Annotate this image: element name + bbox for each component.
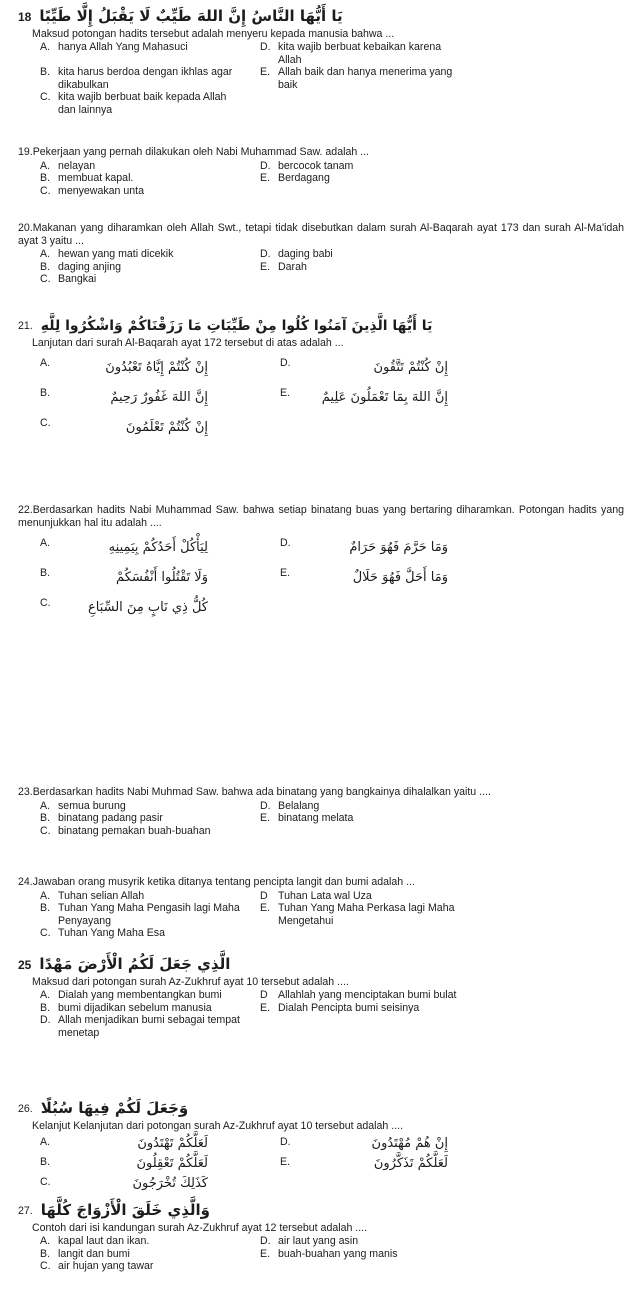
option-letter: B. xyxy=(40,260,51,273)
option-letter: C. xyxy=(40,417,51,430)
option-text: لَعَلَّكُمْ تَذَكَّرُونَ xyxy=(373,1156,448,1172)
option-text: bumi dijadikan sebelum manusia xyxy=(58,1001,212,1014)
options-list xyxy=(40,1136,624,1193)
question-24 xyxy=(18,876,624,940)
options-list xyxy=(40,357,624,439)
options-list xyxy=(40,989,624,1039)
option-letter: A. xyxy=(40,159,51,172)
question-text: 20.Makanan yang diharamkan oleh Allah Swt., tetapi tidak disebutkan dalam surah Al-Baqarah ayat 173 dan surah Al-Ma'idah ayat 3 yaitu ... xyxy=(18,222,624,247)
option-e[interactable] xyxy=(280,1156,580,1173)
options-list xyxy=(40,248,624,286)
option-text: Tuhan Yang Maha Perkasa lagi Maha Mengetahui xyxy=(278,902,455,927)
option-letter: B. xyxy=(40,172,51,184)
question-number: 25 xyxy=(18,957,32,972)
option-letter: B. xyxy=(40,1001,51,1014)
option-e[interactable] xyxy=(260,902,460,927)
question-20 xyxy=(18,222,624,286)
option-c[interactable] xyxy=(40,273,240,286)
option-a[interactable] xyxy=(40,357,280,379)
option-letter: C. xyxy=(40,91,51,104)
option-letter: E. xyxy=(260,66,271,79)
question-text: Maksud potongan hadits tersebut adalah menyeru kepada manusia bahwa ... xyxy=(32,27,395,40)
option-text: Dialah yang membentangkan bumi xyxy=(58,989,222,1002)
option-a[interactable] xyxy=(40,890,240,903)
question-21-header xyxy=(18,318,624,335)
option-text: إِنْ هُمْ مُهْتَدُونَ xyxy=(371,1136,448,1152)
option-d[interactable] xyxy=(260,41,460,66)
option-letter: E. xyxy=(260,812,271,824)
option-d[interactable] xyxy=(260,160,460,173)
option-letter: E. xyxy=(260,902,271,914)
option-a[interactable] xyxy=(40,248,240,261)
question-23 xyxy=(18,786,624,837)
option-letter: A. xyxy=(40,1136,51,1149)
option-letter: B. xyxy=(40,1156,51,1169)
option-text: إِنْ كُنْتُمْ إِيَّاهُ تَعْبُدُونَ xyxy=(105,360,208,376)
option-letter: A. xyxy=(40,357,51,370)
option-letter: A. xyxy=(40,248,51,260)
question-text: 24.Jawaban orang musyrik ketika ditanya tentang pencipta langit dan bumi adalah ... xyxy=(18,876,415,888)
option-letter: B. xyxy=(40,812,51,824)
option-c[interactable] xyxy=(40,1260,240,1273)
option-letter: A. xyxy=(40,889,51,902)
option-e[interactable] xyxy=(260,261,460,274)
option-letter: E. xyxy=(260,1247,271,1260)
option-d[interactable] xyxy=(260,248,460,261)
option-c[interactable] xyxy=(40,927,240,940)
option-d-second[interactable] xyxy=(40,1014,240,1039)
option-text: Tuhan selian Allah xyxy=(58,889,145,902)
option-b[interactable] xyxy=(40,261,240,274)
question-27 xyxy=(18,1202,624,1273)
option-a[interactable] xyxy=(40,1235,240,1248)
option-text: Bangkai xyxy=(58,273,97,285)
option-letter: D. xyxy=(260,1235,271,1248)
option-letter: C. xyxy=(40,597,51,610)
option-text: Tuhan Yang Maha Esa xyxy=(58,927,165,939)
option-a[interactable] xyxy=(40,1136,280,1153)
option-e[interactable] xyxy=(280,567,580,589)
option-b[interactable] xyxy=(40,812,240,825)
option-text: Berdagang xyxy=(278,172,330,184)
option-letter: E. xyxy=(280,1156,291,1169)
option-text: Dialah Pencipta bumi seisinya xyxy=(278,1001,420,1014)
question-text: 19.Pekerjaan yang pernah dilakukan oleh Nabi Muhammad Saw. adalah ... xyxy=(18,146,369,158)
option-d[interactable] xyxy=(260,989,460,1002)
options-list xyxy=(40,537,624,619)
question-27-header xyxy=(18,1202,624,1220)
arabic-verse-text: وَجَعَلَ لَكُمْ فِيهَا سُبُلًا xyxy=(40,1099,189,1117)
option-letter: C. xyxy=(40,273,51,285)
option-text: hewan yang mati dicekik xyxy=(58,248,174,260)
option-e[interactable] xyxy=(280,387,580,409)
question-22 xyxy=(18,504,624,619)
option-d[interactable] xyxy=(280,537,580,559)
arabic-hadith-text: يَا أَيُّهَا النَّاسُ إِنَّ اللهَ طَيِّبٌ لَا يَقْبَلُ إِلَّا طَيِّبًا xyxy=(39,7,343,25)
option-text: Allahlah yang menciptakan bumi bulat xyxy=(278,989,457,1002)
question-number: 26. xyxy=(18,1102,33,1115)
question-26 xyxy=(18,1100,624,1193)
question-text: 23.Berdasarkan hadits Nabi Muhmad Saw. bahwa ada binatang yang bangkainya dihalalkan yaitu .... xyxy=(18,786,491,798)
option-text: وَلَا تَقْتُلُوا أَنْفُسَكُمْ xyxy=(116,570,208,586)
option-text: Allah menjadikan bumi sebagai tempat menetap xyxy=(58,1014,240,1039)
option-e[interactable] xyxy=(260,812,460,825)
option-letter: C. xyxy=(40,927,51,939)
question-26-header xyxy=(18,1100,624,1118)
option-letter: D xyxy=(260,889,268,902)
arabic-verse-text: يَا أَيُّهَا الَّذِينَ آمَنُوا كُلُوا مِنْ طَيِّبَاتِ مَا رَزَقْنَاكُمْ وَاشْكُرُوا لِلَّهِ xyxy=(40,318,433,334)
option-d[interactable] xyxy=(280,1136,580,1153)
option-text: semua burung xyxy=(58,799,126,812)
option-b[interactable] xyxy=(40,902,240,927)
option-letter: B. xyxy=(40,387,51,400)
option-text: Darah xyxy=(278,260,307,273)
option-text: kapal laut dan ikan. xyxy=(58,1235,150,1248)
option-d[interactable] xyxy=(260,1235,460,1248)
option-d[interactable] xyxy=(280,357,580,379)
option-e[interactable] xyxy=(260,1002,460,1015)
option-text: air hujan yang tawar xyxy=(58,1260,154,1273)
option-text: kita wajib berbuat kebaikan karena Allah xyxy=(278,41,442,66)
question-text: Lanjutan dari surah Al-Baqarah ayat 172 tersebut di atas adalah ... xyxy=(32,336,344,349)
options-list xyxy=(40,890,624,940)
option-e[interactable] xyxy=(260,172,460,185)
option-a[interactable] xyxy=(40,41,240,66)
option-letter: D. xyxy=(260,159,271,172)
option-letter: A. xyxy=(40,1235,51,1248)
option-letter: C. xyxy=(40,1260,51,1273)
option-letter: E. xyxy=(260,260,271,273)
option-text: bercocok tanam xyxy=(278,159,354,172)
option-letter: D. xyxy=(260,799,271,812)
option-letter: A. xyxy=(40,799,51,812)
option-text: وَمَا حَرَّمَ فَهُوَ حَرَامٌ xyxy=(349,540,448,555)
question-25-header xyxy=(18,956,624,974)
option-b[interactable] xyxy=(40,1156,280,1173)
option-a[interactable] xyxy=(40,800,240,813)
option-letter: B. xyxy=(40,66,51,79)
option-letter: B. xyxy=(40,902,51,914)
question-text: Kelanjut Kelanjutan dari potongan surah Az-Zukhruf ayat 10 tersebut adalah .... xyxy=(32,1119,404,1132)
question-text: Maksud dari potongan surah Az-Zukhruf ayat 10 tersebut adalah .... xyxy=(32,975,349,988)
option-e[interactable] xyxy=(260,1248,460,1261)
options-list xyxy=(40,41,624,116)
option-c[interactable] xyxy=(40,825,240,838)
question-25 xyxy=(18,956,624,1039)
option-text: binatang melata xyxy=(278,812,354,824)
question-18 xyxy=(18,8,624,116)
option-letter: A. xyxy=(40,537,51,549)
option-b[interactable] xyxy=(40,567,280,589)
arabic-verse-text: الَّذِي جَعَلَ لَكُمُ الْأَرْضَ مَهْدًا xyxy=(39,955,231,973)
options-list xyxy=(40,1235,624,1273)
option-letter: D. xyxy=(280,357,291,370)
option-b[interactable] xyxy=(40,66,240,91)
option-text: daging babi xyxy=(278,248,333,260)
option-text: كُلُّ ذِي نَابٍ مِنَ السِّبَاعِ xyxy=(87,600,208,616)
option-b[interactable] xyxy=(40,1002,240,1015)
option-text: membuat kapal. xyxy=(58,172,134,184)
option-letter: C. xyxy=(40,824,51,837)
option-letter: E. xyxy=(280,387,291,400)
option-text: إِنَّ اللهَ بِمَا تَعْمَلُونَ عَلِيمٌ xyxy=(321,390,448,406)
option-text: إِنْ كُنْتُمْ تَتَّقُونَ xyxy=(373,360,448,376)
option-letter: C. xyxy=(40,184,51,197)
option-c[interactable] xyxy=(40,1176,280,1193)
option-letter: D. xyxy=(260,41,271,54)
option-letter: C. xyxy=(40,1175,51,1188)
option-text: hanya Allah Yang Mahasuci xyxy=(58,41,188,54)
option-text: air laut yang asin xyxy=(278,1235,359,1248)
option-text: binatang padang pasir xyxy=(58,812,163,824)
option-e[interactable] xyxy=(260,66,460,91)
option-letter: B. xyxy=(40,1247,51,1260)
option-a[interactable] xyxy=(40,160,240,173)
question-text: 22.Berdasarkan hadits Nabi Muhammad Saw. bahwa setiap binatang buas yang bertaring diharamkan. Potongan hadits yang menunjukkan hal itu adalah .... xyxy=(18,504,624,529)
option-letter: E. xyxy=(280,567,291,580)
option-letter: D xyxy=(260,989,268,1002)
option-a[interactable] xyxy=(40,989,240,1002)
option-text: لَعَلَّكُمْ تَهْتَدُونَ xyxy=(137,1136,208,1152)
option-b[interactable] xyxy=(40,387,280,409)
option-c[interactable] xyxy=(40,185,240,198)
option-text: Tuhan Yang Maha Pengasih lagi Maha Penyayang xyxy=(58,902,240,927)
question-number: 27. xyxy=(18,1204,33,1217)
option-c[interactable] xyxy=(40,597,280,619)
option-text: Allah baik dan hanya menerima yang baik xyxy=(278,66,453,91)
option-letter: D. xyxy=(280,1136,291,1149)
question-number: 18 xyxy=(18,9,32,24)
option-letter: E. xyxy=(260,1001,271,1014)
option-text: كَذَلِكَ تُخْرَجُونَ xyxy=(132,1175,208,1191)
option-text: إِنْ كُنْتُمْ تَعْلَمُونَ xyxy=(125,420,208,436)
arabic-verse-text: وَالَّذِي خَلَقَ الْأَزْوَاجَ كُلَّهَا xyxy=(40,1201,210,1219)
option-text: لَعَلَّكُمْ تَعْقِلُونَ xyxy=(136,1156,208,1172)
options-list xyxy=(40,800,624,838)
option-b[interactable] xyxy=(40,1248,240,1261)
question-19 xyxy=(18,146,624,197)
option-text: buah-buahan yang manis xyxy=(278,1247,398,1260)
option-text: Tuhan Lata wal Uza xyxy=(278,889,372,902)
question-text: Contoh dari isi kandungan surah Az-Zukhruf ayat 12 tersebut adalah .... xyxy=(32,1221,368,1234)
option-text: Belalang xyxy=(278,799,320,812)
options-list xyxy=(40,160,624,198)
option-a[interactable] xyxy=(40,537,280,559)
option-d[interactable] xyxy=(260,890,460,903)
option-letter: D. xyxy=(260,248,271,260)
option-letter: A. xyxy=(40,989,51,1002)
option-letter: D. xyxy=(40,1014,51,1027)
option-c[interactable] xyxy=(40,91,240,116)
option-text: nelayan xyxy=(58,159,96,172)
question-18-header xyxy=(18,8,624,26)
option-text: وَمَا أَحَلَّ فَهُوَ حَلَالٌ xyxy=(352,570,448,586)
option-letter: E. xyxy=(260,172,271,184)
option-text: إِنَّ اللهَ غَفُورٌ رَحِيمٌ xyxy=(110,390,208,406)
option-c[interactable] xyxy=(40,417,280,439)
option-text: daging anjing xyxy=(58,260,122,273)
option-text: kita harus berdoa dengan ikhlas agar dikabulkan xyxy=(58,66,233,91)
option-letter: D. xyxy=(280,537,291,549)
option-text: kita wajib berbuat baik kepada Allah dan lainnya xyxy=(58,91,227,116)
option-b[interactable] xyxy=(40,172,240,185)
option-d[interactable] xyxy=(260,800,460,813)
question-21 xyxy=(18,318,624,439)
option-text: لِيَأْكُلْ أَحَدُكُمْ بِيَمِينِهِ xyxy=(108,540,208,555)
option-letter: A. xyxy=(40,41,51,54)
option-letter: B. xyxy=(40,567,51,580)
option-text: menyewakan unta xyxy=(58,184,144,197)
question-number: 21. xyxy=(18,320,33,332)
option-text: binatang pemakan buah-buahan xyxy=(58,824,211,837)
option-text: langit dan bumi xyxy=(58,1247,130,1260)
